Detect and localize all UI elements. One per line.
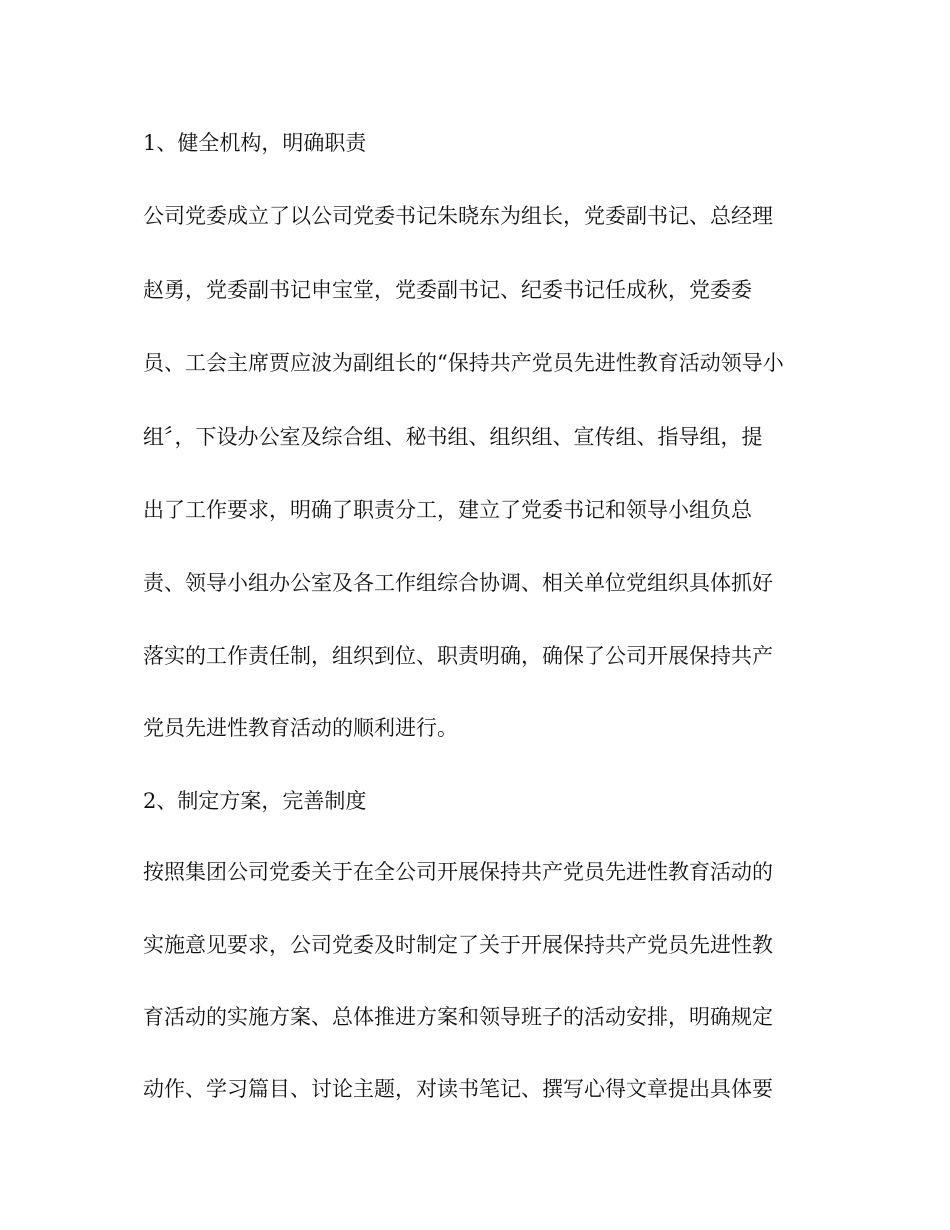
paragraph-line: 动作、学习篇目、讨论主题，对读书笔记、撰写心得文章提出具体要 (143, 1077, 773, 1101)
section-heading-2: 2、制定方案，完善制度 (143, 789, 367, 813)
paragraph-line: 赵勇，党委副书记申宝堂，党委副书记、纪委书记任成秋，党委委 (143, 278, 752, 302)
paragraph-line: 责、领导小组办公室及各工作组综合协调、相关单位党组织具体抓好 (143, 571, 773, 595)
paragraph-line: 按照集团公司党委关于在全公司开展保持共产党员先进性教育活动的 (143, 860, 773, 884)
paragraph-line: 党员先进性教育活动的顺利进行。 (143, 716, 458, 740)
paragraph-line: 落实的工作责任制，组织到位、职责明确，确保了公司开展保持共产 (143, 644, 773, 668)
paragraph-line: 实施意见要求，公司党委及时制定了关于开展保持共产党员先进性教 (143, 933, 773, 957)
section-heading-1: 1、健全机构，明确职责 (143, 131, 367, 155)
paragraph-line: 组〞，下设办公室及综合组、秘书组、组织组、宣传组、指导组，提 (143, 425, 763, 449)
paragraph-line: 育活动的实施方案、总体推进方案和领导班子的活动安排，明确规定 (143, 1005, 773, 1029)
paragraph-line: 员、工会主席贾应波为副组长的“保持共产党员先进性教育活动领导小 (143, 351, 784, 375)
paragraph-line: 出了工作要求，明确了职责分工，建立了党委书记和领导小组负总 (143, 498, 752, 522)
paragraph-line: 公司党委成立了以公司党委书记朱晓东为组长，党委副书记、总经理 (143, 204, 773, 228)
